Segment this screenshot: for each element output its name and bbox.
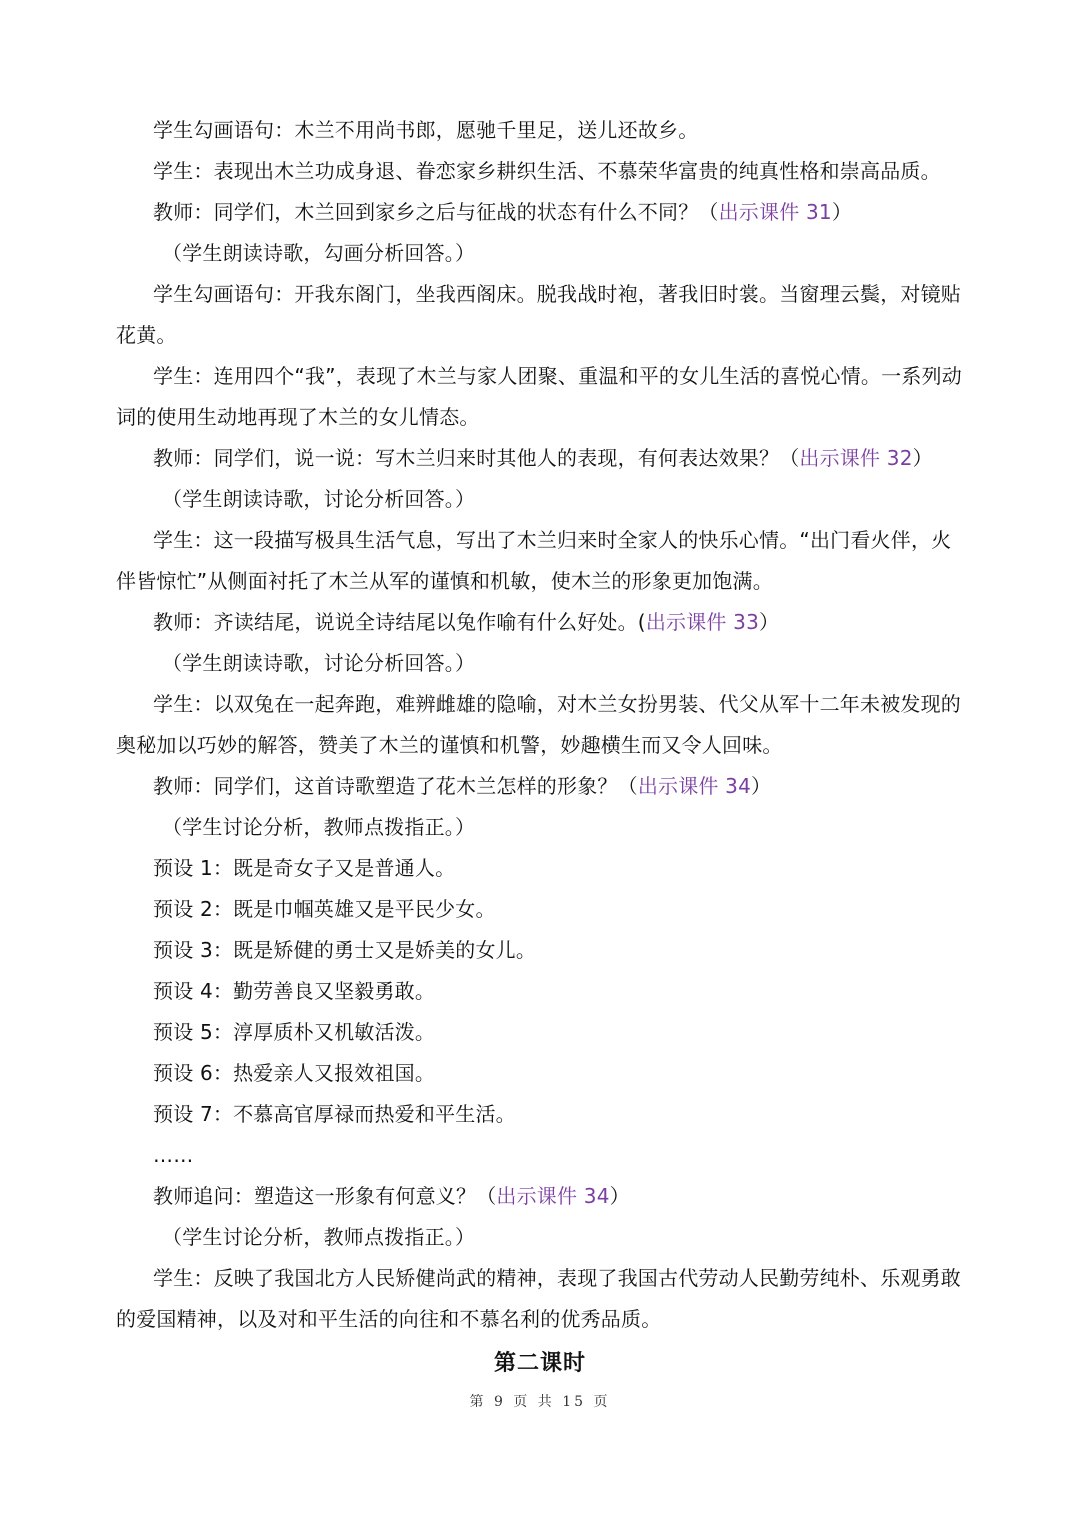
paragraph-text: 学生勾画语句：木兰不用尚书郎，愿驰千里足，送儿还故乡。 — [153, 118, 699, 142]
paragraph — [116, 930, 968, 971]
courseware-reference: 出示课件 33 — [645, 610, 760, 634]
paragraph-text: 教师：同学们，说一说：写木兰归来时其他人的表现，有何表达效果？（ — [153, 446, 800, 470]
paragraph — [116, 1135, 968, 1176]
paragraph-text: 学生：以双兔在一起奔跑，难辨雌雄的隐喻，对木兰女扮男装、代父从军十二年未被发现的奥秘加以巧妙的解答，赞美了木兰的谨慎和机警，妙趣横生而又令人回味。 — [116, 692, 961, 757]
paragraph-text: 教师追问：塑造这一形象有何意义？（ — [153, 1184, 497, 1208]
section-heading: 第二课时 — [493, 1351, 586, 1376]
paragraph-text: 学生：连用四个“我”，表现了木兰与家人团聚、重温和平的女儿生活的喜悦心情。一系列动词的使用生动地再现了木兰的女儿情态。 — [116, 364, 962, 429]
paragraph — [116, 520, 968, 602]
paragraph-text: （学生讨论分析，教师点拨指正。） — [162, 1225, 476, 1249]
paragraph — [116, 766, 968, 807]
paragraph — [116, 602, 968, 643]
paragraph-text: 预设 4：勤劳善良又坚毅勇敢。 — [153, 979, 436, 1003]
paragraph — [116, 438, 968, 479]
paragraph-text: 学生：表现出木兰功成身退、眷恋家乡耕织生活、不慕荣华富贵的纯真性格和崇高品质。 — [153, 159, 941, 183]
courseware-reference: 出示课件 31 — [718, 200, 832, 224]
paragraph — [116, 1053, 968, 1094]
paragraph-text: …… — [153, 1143, 194, 1167]
paragraph-text: 学生勾画语句：开我东阁门，坐我西阁床。脱我战时袍，著我旧时裳。当窗理云鬓，对镜贴花黄。 — [116, 282, 961, 347]
courseware-reference: 出示课件 32 — [799, 446, 913, 470]
paragraph-text: （学生朗读诗歌，勾画分析回答。） — [162, 241, 476, 265]
paragraph — [116, 684, 968, 766]
paragraph — [116, 233, 968, 274]
paragraph — [116, 1094, 968, 1135]
page-content — [116, 110, 968, 1340]
paragraph-text: 预设 6：热爱亲人又报效祖国。 — [153, 1061, 436, 1085]
paragraph-tail: ） — [751, 774, 772, 798]
paragraph — [116, 274, 968, 356]
paragraph-tail: ） — [912, 446, 933, 470]
courseware-reference: 出示课件 34 — [637, 774, 752, 798]
courseware-reference: 出示课件 34 — [496, 1184, 610, 1208]
paragraph-text: 学生：这一段描写极具生活气息，写出了木兰归来时全家人的快乐心情。“出门看火伴，火伴皆惊忙”从侧面衬托了木兰从军的谨慎和机敏，使木兰的形象更加饱满。 — [116, 528, 952, 593]
paragraph — [116, 848, 968, 889]
paragraph — [116, 1176, 968, 1217]
paragraph-tail: ） — [759, 610, 780, 634]
page-footer: 第 9 页 共 15 页 — [469, 1394, 611, 1410]
paragraph-text: 教师：齐读结尾，说说全诗结尾以兔作喻有什么好处。( — [153, 610, 646, 634]
paragraph-text: 预设 2：既是巾帼英雄又是平民少女。 — [153, 897, 496, 921]
paragraph-text: 预设 7：不慕高官厚禄而热爱和平生活。 — [153, 1102, 516, 1126]
paragraph-text: 教师：同学们，木兰回到家乡之后与征战的状态有什么不同？（ — [153, 200, 719, 224]
paragraph — [116, 1217, 968, 1258]
paragraph-text: 学生：反映了我国北方人民矫健尚武的精神，表现了我国古代劳动人民勤劳纯朴、乐观勇敢的爱国精神，以及对和平生活的向往和不慕名利的优秀品质。 — [116, 1266, 961, 1331]
paragraph — [116, 971, 968, 1012]
paragraph — [116, 356, 968, 438]
paragraph-text: （学生朗读诗歌，讨论分析回答。） — [162, 487, 476, 511]
paragraph-text: 预设 3：既是矫健的勇士又是娇美的女儿。 — [153, 938, 537, 962]
paragraph — [116, 479, 968, 520]
paragraph-tail: ） — [831, 200, 853, 224]
paragraph — [116, 151, 968, 192]
paragraph — [116, 643, 968, 684]
paragraph — [116, 110, 968, 151]
paragraph — [116, 807, 968, 848]
paragraph — [116, 889, 968, 930]
paragraph — [116, 192, 968, 233]
paragraph-text: （学生讨论分析，教师点拨指正。） — [162, 815, 476, 839]
paragraph — [116, 1012, 968, 1053]
paragraph-text: （学生朗读诗歌，讨论分析回答。） — [162, 651, 476, 675]
paragraph-text: 教师：同学们，这首诗歌塑造了花木兰怎样的形象？（ — [153, 774, 638, 798]
paragraph-text: 预设 1：既是奇女子又是普通人。 — [153, 856, 456, 880]
paragraph-tail: ） — [609, 1184, 630, 1208]
paragraph-text: 预设 5：淳厚质朴又机敏活泼。 — [153, 1020, 436, 1044]
paragraph — [116, 1258, 968, 1340]
